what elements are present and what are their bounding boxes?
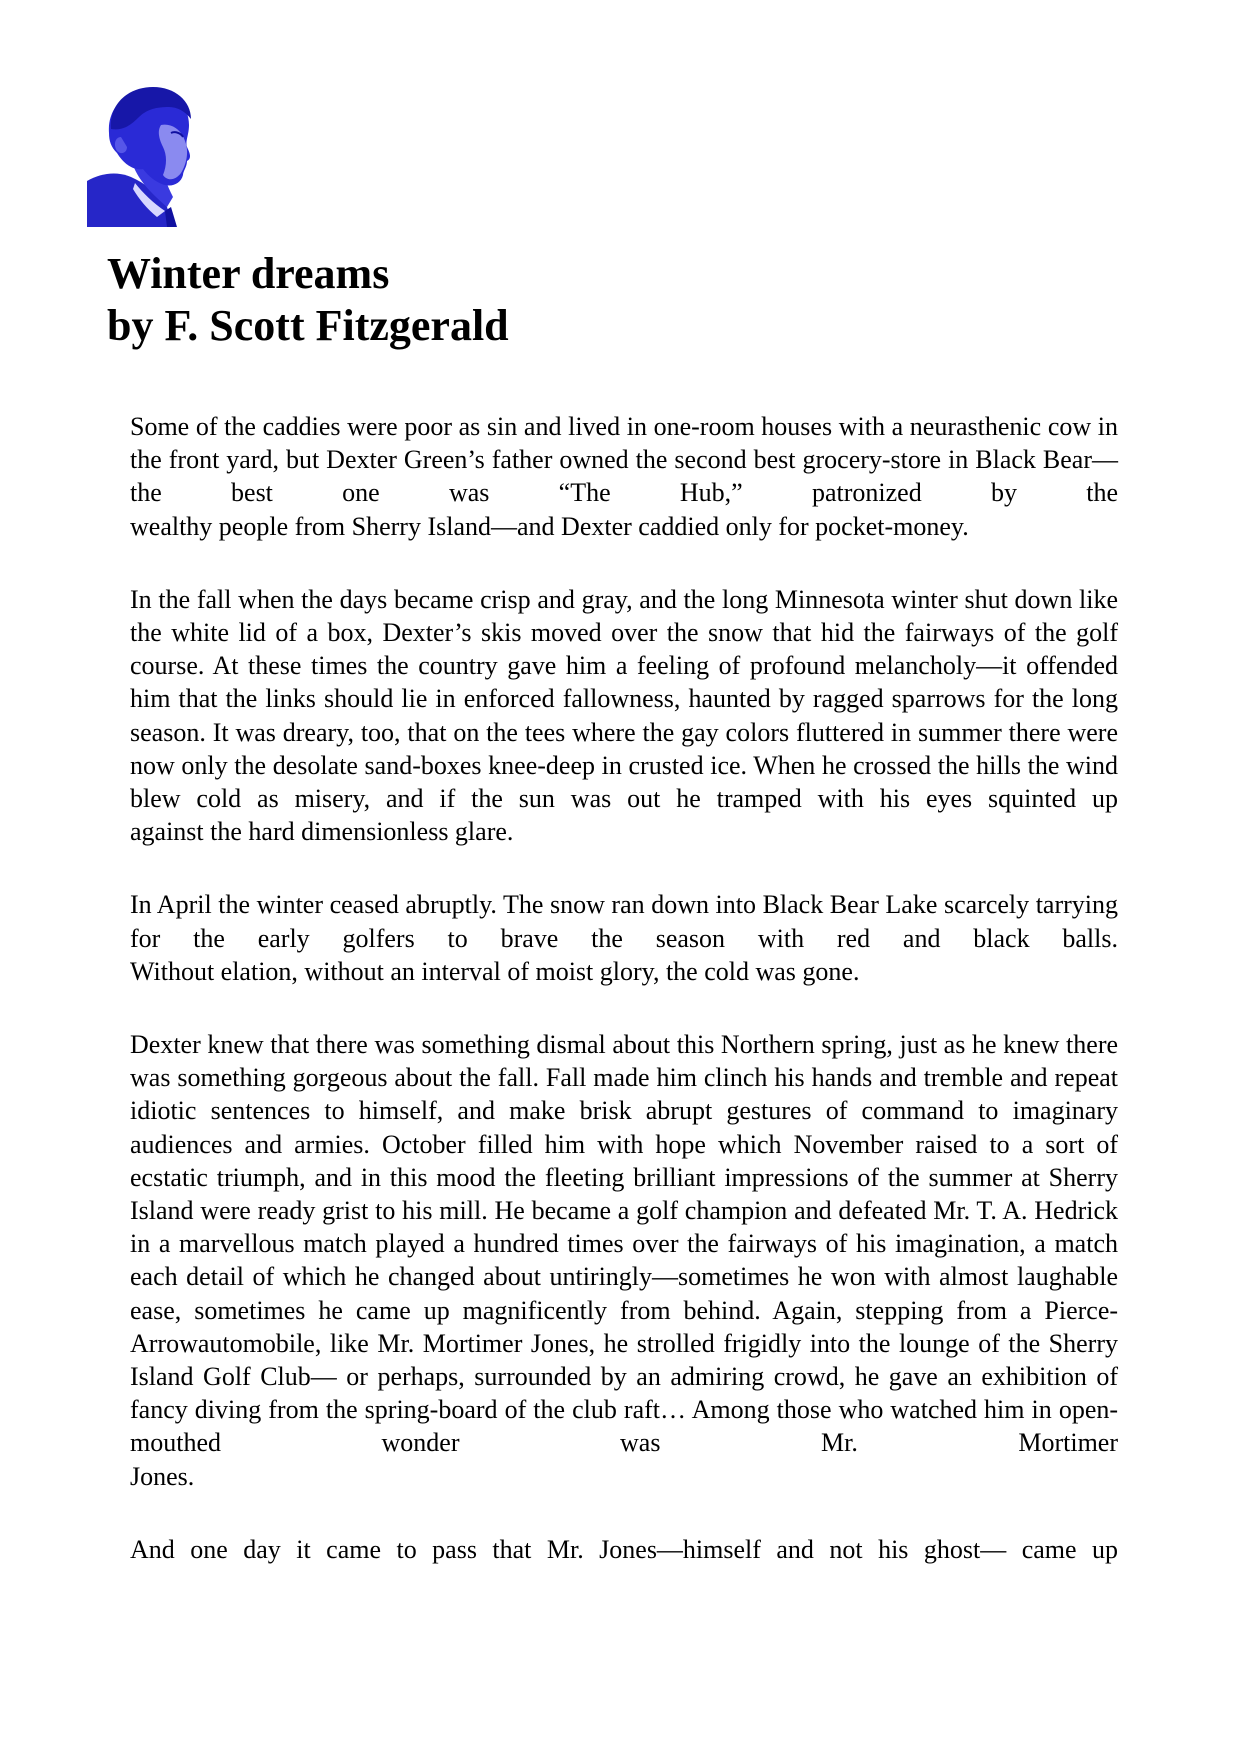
author-portrait-icon — [87, 85, 209, 227]
paragraph-line: a Pierce-Arrowautomobile, like Mr. Mortimer Jones, he strolled frigidly into the — [130, 1295, 1119, 1358]
paragraph-line: In the fall when the days became crisp and gray, and the long Minnesota winter — [130, 584, 958, 614]
paragraph-line: crowd, he gave an exhibition of fancy diving from the spring-board of the club — [130, 1362, 1118, 1425]
paragraph-line: the fairways of the golf course. At these times the country gave him a feeling of — [130, 618, 1118, 681]
paragraph-line: which November raised to a sort of ecstatic triumph, and in this mood the fleeting — [130, 1129, 1118, 1192]
paragraph-line: lounge of the Sherry Island Golf Club— or perhaps, surrounded by an admiring — [130, 1328, 1118, 1392]
paragraph-5 — [130, 1533, 1118, 1566]
paragraph-line: knew there was something gorgeous about the fall. Fall made him clinch his hands — [130, 1030, 1119, 1093]
paragraph-line: fallowness, haunted by ragged sparrows for the long season. It was dreary, too, that — [130, 684, 1118, 747]
story-title: Winter dreams — [107, 249, 390, 298]
paragraph-2 — [130, 583, 1118, 849]
paragraph-line: shut down like the white lid of a box, Dexter’s skis moved over the snow that hid — [130, 584, 1119, 648]
paragraph-line: brilliant impressions of the summer at Sherry Island were ready grist to his mill. He — [130, 1162, 1118, 1226]
paragraph-line: profound melancholy—it offended him that the links should lie in enforced — [130, 651, 1119, 714]
paragraph-line: desolate sand-boxes knee-deep in crusted ice. When he crossed the hills the wind — [272, 750, 1119, 780]
paragraph-line: of command to imaginary audiences and armies. October filled him with hope — [130, 1096, 1119, 1159]
paragraph-line: played a hundred times over the fairways of his imagination, a match each detail of — [130, 1229, 1118, 1292]
paragraph-last-line: Without elation, without an interval of moist glory, the cold was gone. — [130, 956, 860, 986]
paragraph-line: on the tees where the gay colors fluttered in summer there were now only the — [130, 717, 1119, 780]
page-title — [107, 248, 509, 352]
paragraph-last-line: wealthy people from Sherry Island—and Dexter caddied only for pocket-money. — [130, 511, 969, 541]
paragraph-line: sometimes he came up magnificently from behind. Again, stepping from — [194, 1295, 1007, 1325]
paragraph-last-line: Jones. — [130, 1461, 195, 1491]
paragraph-line: and tremble and repeat idiotic sentences to himself, and make brisk abrupt gestures — [130, 1063, 1118, 1126]
paragraph-line: Some of the caddies were poor as sin and lived in one-room houses with a — [130, 412, 904, 441]
paragraph-line: Dexter knew that there was something dismal about this Northern spring, just as he — [130, 1030, 997, 1060]
paragraph-last-line: against the hard dimensionless glare. — [130, 817, 514, 847]
paragraph-3 — [130, 888, 1118, 988]
paragraph-line: best grocery-store in Black Bear—the best one was “The Hub,” patronized by the — [130, 445, 1119, 508]
author-byline: by F. Scott Fitzgerald — [107, 301, 509, 350]
paragraph-1 — [130, 410, 1118, 543]
paragraph-line: raft… Among those who watched him in open-mouthed wonder was Mr. Mortimer — [130, 1395, 1119, 1458]
paragraph-line: blew cold as misery, and if the sun was out he tramped with his eyes squinted up — [130, 784, 1118, 814]
paragraph-line: neurasthenic cow in the front yard, but Dexter Green’s father owned the second — [130, 412, 1119, 475]
paragraph-line: became a golf champion and defeated Mr. T. A. Hedrick in a marvellous match — [130, 1196, 1119, 1259]
author-portrait — [87, 85, 209, 227]
paragraph-line: which he changed about untiringly—sometimes he won with almost laughable ease, — [130, 1262, 1119, 1325]
story-body — [130, 410, 1118, 1606]
paragraph-line: And one day it came to pass that Mr. Jones—himself and not his ghost— came up — [130, 1534, 1118, 1564]
paragraph-line: scarcely tarrying for the early golfers to brave the season with red and black balls. — [130, 890, 1119, 953]
paragraph-4 — [130, 1028, 1118, 1493]
paragraph-line: In April the winter ceased abruptly. The snow ran down into Black Bear Lake — [130, 890, 938, 920]
